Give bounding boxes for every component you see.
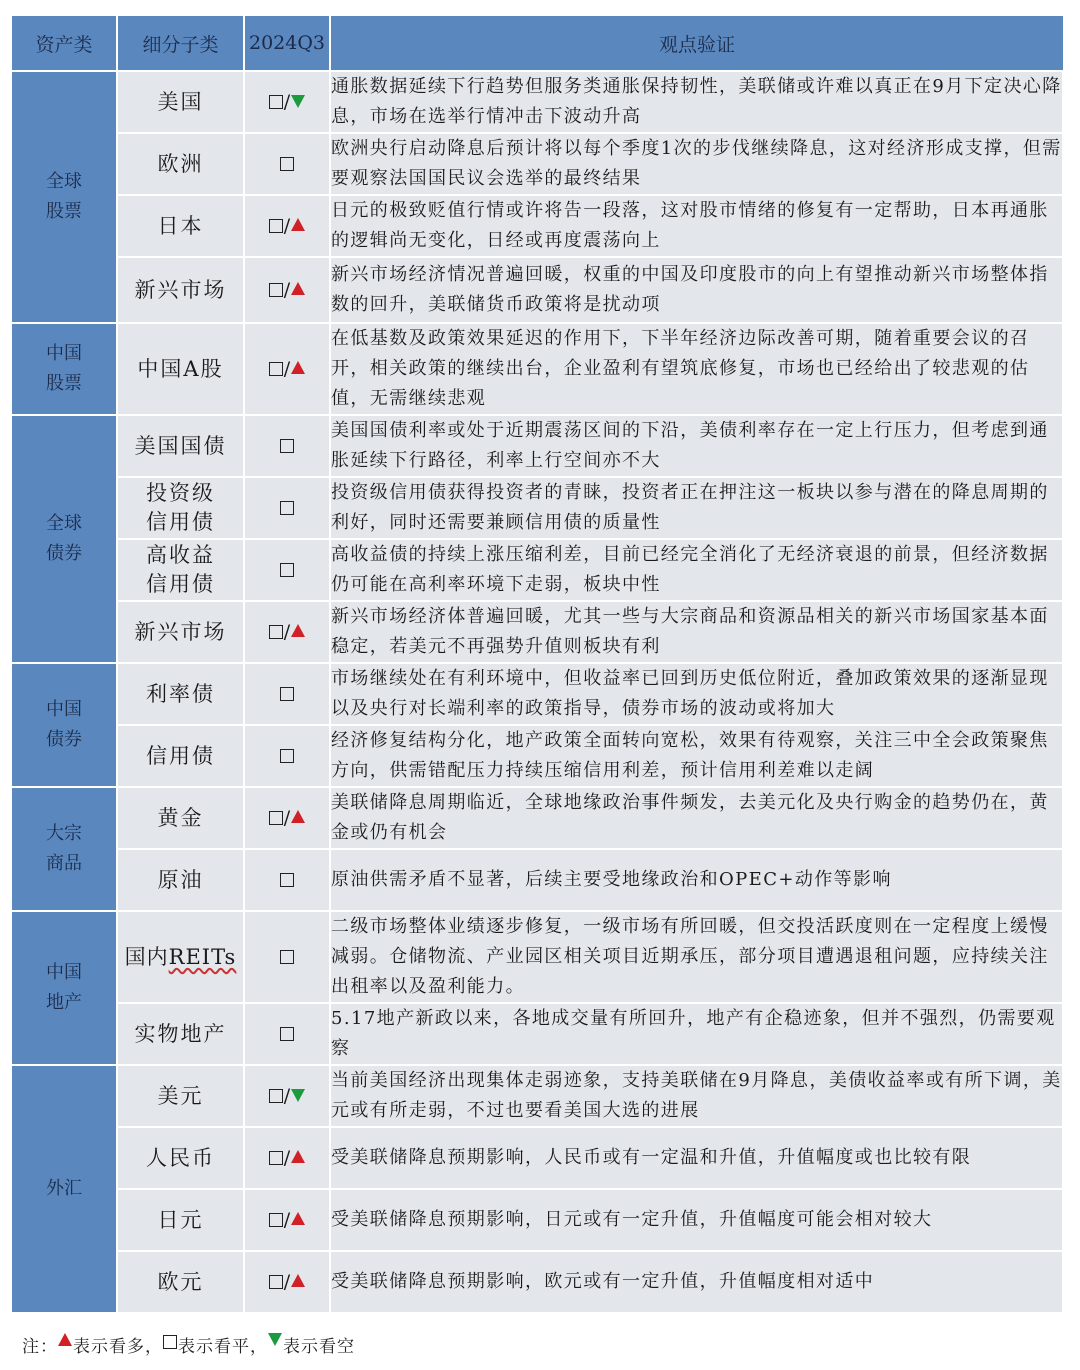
- rating-cell: [244, 1251, 330, 1313]
- view-text: 二级市场整体业绩逐步修复，一级市场有所回暖，但交投活跃度则在一定程度上缓慢减弱。仓储物流、产业园区相关项目近期承压，部分项目遭遇退租问题，应持续关注出租率以及盈利能力。: [330, 911, 1063, 1003]
- category-china-equity: 中国 股票: [11, 323, 117, 415]
- subclass-cell: 利率债: [117, 663, 244, 725]
- neutral-square-icon: [280, 563, 294, 577]
- subclass-cell: 黄金: [117, 787, 244, 849]
- neutral-square-icon: [280, 687, 294, 701]
- neutral-square-icon: [269, 1151, 283, 1165]
- view-text: 市场继续处在有利环境中，但收益率已回到历史低位附近，叠加政策效果的逐渐显现以及央行对长端利率的政策指导，债券市场的波动或将加大: [330, 663, 1063, 725]
- view-text: 5.17地产新政以来，各地成交量有所回升，地产有企稳迹象，但并不强烈，仍需要观察: [330, 1003, 1063, 1065]
- bearish-triangle-icon: [291, 95, 305, 108]
- bullish-triangle-icon: [291, 218, 305, 231]
- bearish-triangle-icon: [268, 1333, 282, 1346]
- rating-cell: [244, 323, 330, 415]
- rating-cell: [244, 195, 330, 257]
- rating-cell: [244, 663, 330, 725]
- table-row: [11, 725, 1063, 787]
- view-text: 当前美国经济出现集体走弱迹象，支持美联储在9月降息，美债收益率或有所下调，美元或有所走弱，不过也要看美国大选的进展: [330, 1065, 1063, 1127]
- legend: [22, 1332, 355, 1357]
- table-row: [11, 663, 1063, 725]
- rating-cell: [244, 849, 330, 911]
- table-row: [11, 849, 1063, 911]
- table-row: [11, 257, 1063, 323]
- bullish-triangle-icon: [291, 810, 305, 823]
- rating-cell: [244, 539, 330, 601]
- table-row: [11, 477, 1063, 539]
- view-text: 欧洲央行启动降息后预计将以每个季度1次的步伐继续降息，这对经济形成支撑，但需要观察法国国民议会选举的最终结果: [330, 133, 1063, 195]
- rating-cell: [244, 1003, 330, 1065]
- table-row: [11, 911, 1063, 1003]
- subclass-cell: 新兴市场: [117, 257, 244, 323]
- subclass-cell: 高收益 信用债: [117, 539, 244, 601]
- rating-cell: [244, 725, 330, 787]
- rating-separator: /: [283, 91, 291, 113]
- subclass-cell: 实物地产: [117, 1003, 244, 1065]
- legend-prefix: 注：: [22, 1337, 58, 1357]
- neutral-square-icon: [163, 1335, 177, 1349]
- neutral-square-icon: [269, 1275, 283, 1289]
- neutral-square-icon: [269, 283, 283, 297]
- rating-separator: /: [283, 1085, 291, 1107]
- subclass-cell: 美元: [117, 1065, 244, 1127]
- rating-cell: [244, 787, 330, 849]
- legend-bullish-text: 表示看多，: [73, 1337, 163, 1357]
- subclass-cell: 人民币: [117, 1127, 244, 1189]
- header-subclass: 细分子类: [117, 15, 244, 71]
- view-text: 美联储降息周期临近，全球地缘政治事件频发，去美元化及央行购金的趋势仍在，黄金或仍有机会: [330, 787, 1063, 849]
- neutral-square-icon: [280, 1027, 294, 1041]
- subclass-cell: 新兴市场: [117, 601, 244, 663]
- bullish-triangle-icon: [291, 361, 305, 374]
- table-row: [11, 601, 1063, 663]
- table-row: [11, 323, 1063, 415]
- subclass-cell: 中国A股: [117, 323, 244, 415]
- table-row: [11, 133, 1063, 195]
- view-text: 受美联储降息预期影响，日元或有一定升值，升值幅度可能会相对较大: [330, 1189, 1063, 1251]
- view-text: 原油供需矛盾不显著，后续主要受地缘政治和OPEC+动作等影响: [330, 849, 1063, 911]
- category-china-bond: 中国 债券: [11, 663, 117, 787]
- asset-allocation-table: [10, 14, 1064, 1314]
- subclass-cell: 原油: [117, 849, 244, 911]
- subclass-cell: 信用债: [117, 725, 244, 787]
- rating-separator: /: [283, 807, 291, 829]
- table-row: [11, 71, 1063, 133]
- view-text: 新兴市场经济体普遍回暖，尤其一些与大宗商品和资源品相关的新兴市场国家基本面稳定，若美元不再强势升值则板块有利: [330, 601, 1063, 663]
- view-text: 美国国债利率或处于近期震荡区间的下沿，美债利率存在一定上行压力，但考虑到通胀延续下行路径，利率上行空间亦不大: [330, 415, 1063, 477]
- neutral-square-icon: [280, 749, 294, 763]
- view-text: 通胀数据延续下行趋势但服务类通胀保持韧性，美联储或许难以真正在9月下定决心降息，市场在选举行情冲击下波动升高: [330, 71, 1063, 133]
- neutral-square-icon: [280, 950, 294, 964]
- subclass-cell: 美国: [117, 71, 244, 133]
- neutral-square-icon: [269, 95, 283, 109]
- rating-separator: /: [283, 215, 291, 237]
- legend-bearish-text: 表示看空: [283, 1337, 355, 1357]
- category-global-bond: 全球 债券: [11, 415, 117, 663]
- rating-cell: [244, 415, 330, 477]
- rating-cell: [244, 1065, 330, 1127]
- rating-separator: /: [283, 1147, 291, 1169]
- bullish-triangle-icon: [291, 1212, 305, 1225]
- neutral-square-icon: [269, 625, 283, 639]
- table-row: [11, 195, 1063, 257]
- bullish-triangle-icon: [291, 1274, 305, 1287]
- table-row: [11, 539, 1063, 601]
- rating-cell: [244, 133, 330, 195]
- bullish-triangle-icon: [291, 624, 305, 637]
- rating-separator: /: [283, 1271, 291, 1293]
- view-text: 投资级信用债获得投资者的青睐，投资者正在押注这一板块以参与潜在的降息周期的利好，同时还需要兼顾信用债的质量性: [330, 477, 1063, 539]
- subclass-cell: 美国国债: [117, 415, 244, 477]
- rating-cell: [244, 477, 330, 539]
- rating-cell: [244, 257, 330, 323]
- table-row: [11, 787, 1063, 849]
- table-header-row: [11, 15, 1063, 71]
- rating-cell: [244, 1189, 330, 1251]
- view-text: 经济修复结构分化，地产政策全面转向宽松，效果有待观察，关注三中全会政策聚焦方向，供需错配压力持续压缩信用利差，预计信用利差难以走阔: [330, 725, 1063, 787]
- category-china-realestate: 中国 地产: [11, 911, 117, 1065]
- table-row: [11, 1065, 1063, 1127]
- view-text: 日元的极致贬值行情或许将告一段落，这对股市情绪的修复有一定帮助，日本再通胀的逻辑尚无变化，日经或再度震荡向上: [330, 195, 1063, 257]
- header-quarter: 2024Q3: [244, 15, 330, 71]
- table-row: [11, 1003, 1063, 1065]
- category-global-equity: 全球 股票: [11, 71, 117, 323]
- rating-cell: [244, 911, 330, 1003]
- rating-cell: [244, 1127, 330, 1189]
- view-text: 受美联储降息预期影响，欧元或有一定升值，升值幅度相对适中: [330, 1251, 1063, 1313]
- rating-separator: /: [283, 1209, 291, 1231]
- bearish-triangle-icon: [291, 1089, 305, 1102]
- subclass-cell: 国内REITs: [117, 911, 244, 1003]
- neutral-square-icon: [280, 157, 294, 171]
- neutral-square-icon: [280, 873, 294, 887]
- rating-separator: /: [283, 279, 291, 301]
- table-body: [11, 71, 1063, 1313]
- bullish-triangle-icon: [291, 282, 305, 295]
- subclass-cell: 日本: [117, 195, 244, 257]
- subclass-cell: 欧元: [117, 1251, 244, 1313]
- neutral-square-icon: [280, 439, 294, 453]
- rating-separator: /: [283, 621, 291, 643]
- rating-separator: /: [283, 358, 291, 380]
- view-text: 受美联储降息预期影响，人民币或有一定温和升值，升值幅度或也比较有限: [330, 1127, 1063, 1189]
- rating-cell: [244, 601, 330, 663]
- view-text: 新兴市场经济情况普遍回暖，权重的中国及印度股市的向上有望推动新兴市场整体指数的回升，美联储货币政策将是扰动项: [330, 257, 1063, 323]
- category-fx: 外汇: [11, 1065, 117, 1313]
- neutral-square-icon: [269, 1213, 283, 1227]
- header-asset-class: 资产类: [11, 15, 117, 71]
- subclass-cell: 欧洲: [117, 133, 244, 195]
- view-text: 高收益债的持续上涨压缩利差，目前已经完全消化了无经济衰退的前景，但经济数据仍可能在高利率环境下走弱，板块中性: [330, 539, 1063, 601]
- table-row: [11, 1251, 1063, 1313]
- header-view: 观点验证: [330, 15, 1063, 71]
- bullish-triangle-icon: [58, 1333, 72, 1346]
- table-row: [11, 415, 1063, 477]
- neutral-square-icon: [269, 1089, 283, 1103]
- view-text: 在低基数及政策效果延迟的作用下，下半年经济边际改善可期，随着重要会议的召开，相关政策的继续出台，企业盈利有望筑底修复，市场也已经给出了较悲观的估值，无需继续悲观: [330, 323, 1063, 415]
- neutral-square-icon: [269, 219, 283, 233]
- table-row: [11, 1189, 1063, 1251]
- neutral-square-icon: [280, 501, 294, 515]
- neutral-square-icon: [269, 811, 283, 825]
- bullish-triangle-icon: [291, 1150, 305, 1163]
- category-commodity: 大宗 商品: [11, 787, 117, 911]
- table-row: [11, 1127, 1063, 1189]
- rating-cell: [244, 71, 330, 133]
- subclass-cell: 日元: [117, 1189, 244, 1251]
- neutral-square-icon: [269, 362, 283, 376]
- subclass-cell: 投资级 信用债: [117, 477, 244, 539]
- legend-neutral-text: 表示看平，: [178, 1337, 268, 1357]
